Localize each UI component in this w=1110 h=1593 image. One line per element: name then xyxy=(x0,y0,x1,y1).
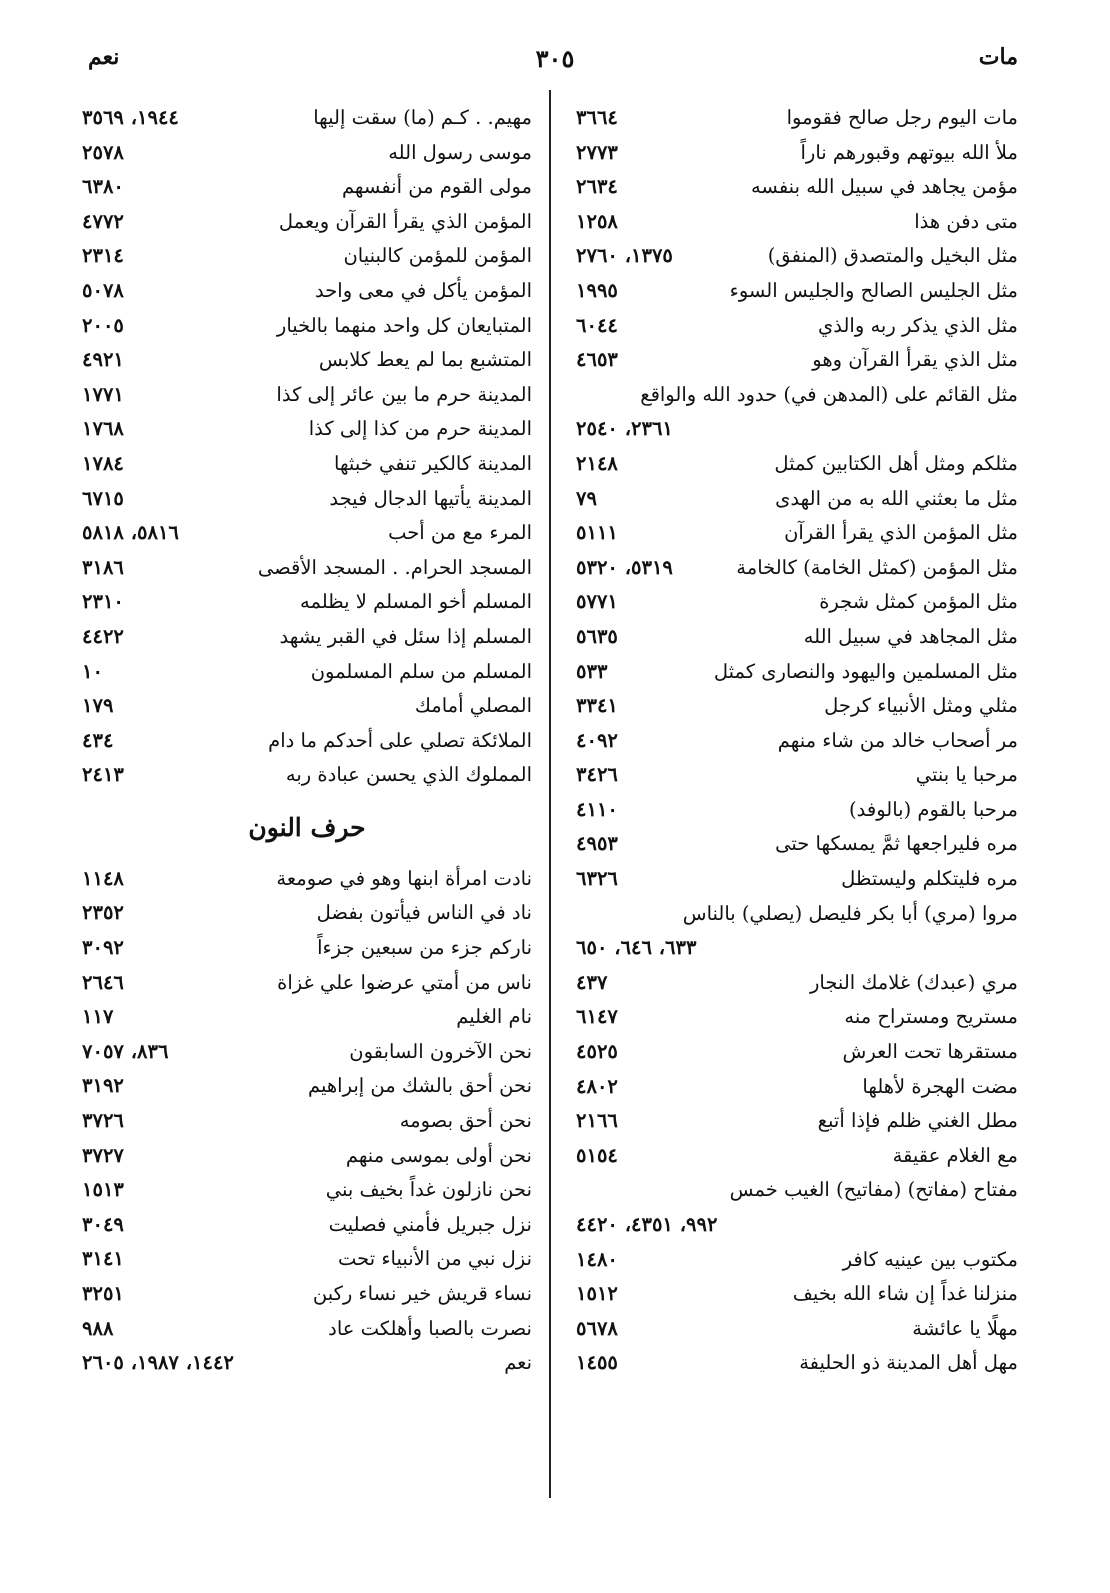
index-entry xyxy=(82,585,532,620)
entry-text: مر أصحاب خالد من شاء منهم xyxy=(777,728,1018,752)
entry-text: موسى رسول الله xyxy=(388,140,532,164)
entry-text: نام الغليم xyxy=(456,1005,532,1029)
entry-text: المتبايعان كل واحد منهما بالخيار xyxy=(276,313,532,337)
index-entry xyxy=(576,862,1018,897)
entry-reference-numbers: ٥١١١ xyxy=(576,521,618,545)
entry-text: مري (عبدك) غلامك النجار xyxy=(809,970,1018,994)
index-entry xyxy=(576,758,1018,793)
entry-text: المسلم من سلم المسلمون xyxy=(310,659,532,683)
entry-text: مطل الغني ظلم فإذا أتبع xyxy=(817,1109,1018,1133)
index-entry xyxy=(82,1000,532,1035)
entry-text: مرحبا بالقوم (بالوفد) xyxy=(849,797,1018,821)
entry-reference-numbers: ٨٣٦، ٧٠٥٧ xyxy=(82,1039,169,1063)
index-entry xyxy=(82,689,532,724)
entry-reference-numbers: ٥٦٣٥ xyxy=(576,624,618,648)
entry-text: نزل نبي من الأنبياء تحت xyxy=(337,1247,532,1271)
entry-text: مثل المسلمين واليهود والنصارى كمثل xyxy=(713,659,1018,683)
entry-text: المؤمن الذي يقرأ القرآن ويعمل xyxy=(278,209,532,233)
index-entry xyxy=(82,1035,532,1070)
entry-reference-numbers: ٢٣٦١، ٢٥٤٠ xyxy=(576,417,673,441)
index-entry xyxy=(82,1277,532,1312)
index-entry xyxy=(82,758,532,793)
index-entry xyxy=(576,239,1018,274)
entry-text: مؤمن يجاهد في سبيل الله بنفسه xyxy=(750,175,1018,199)
entry-reference-numbers: ٣١٨٦ xyxy=(82,555,124,579)
entry-text: مثل الجليس الصالح والجليس السوء xyxy=(729,278,1018,302)
index-entry xyxy=(576,274,1018,309)
entry-reference-numbers: ٦٠٤٤ xyxy=(576,313,618,337)
entry-text: المسجد الحرام. . المسجد الأقصى xyxy=(257,555,532,579)
entry-reference-numbers: ١٠ xyxy=(82,659,103,683)
index-entry xyxy=(82,655,532,690)
index-entry xyxy=(576,1035,1018,1070)
index-entry xyxy=(82,447,532,482)
index-entry xyxy=(576,447,1018,482)
entry-reference-numbers: ٣٠٩٢ xyxy=(82,936,124,960)
entry-reference-numbers: ٤٨٠٢ xyxy=(576,1074,618,1098)
entry-reference-numbers: ٣١٩٢ xyxy=(82,1074,124,1098)
entry-text: مثلكم ومثل أهل الكتابين كمثل xyxy=(774,451,1018,475)
entry-text: مستريح ومستراح منه xyxy=(844,1005,1018,1029)
entry-text: مرحبا يا بنتي xyxy=(915,763,1018,787)
entry-reference-numbers: ٥٣٣ xyxy=(576,659,608,683)
index-entry xyxy=(576,1173,1018,1208)
index-entry xyxy=(576,1312,1018,1347)
entry-text: نساء قريش خير نساء ركبن xyxy=(312,1282,532,1305)
entry-text: نحن أولى بموسى منهم xyxy=(345,1143,532,1167)
entry-text: متى دفن هذا xyxy=(914,209,1018,233)
index-entry xyxy=(576,1243,1018,1278)
entry-reference-numbers: ٦٧١٥ xyxy=(82,486,124,510)
entry-text: مثل الذي يذكر ربه والذي xyxy=(817,313,1018,337)
index-entry xyxy=(576,101,1018,136)
entry-reference-numbers: ١٥١٢ xyxy=(576,1282,618,1306)
index-entry xyxy=(576,1346,1018,1381)
index-entry xyxy=(576,170,1018,205)
entry-reference-numbers: ٤٦٥٣ xyxy=(576,348,618,372)
entry-text: مروا (مري) أبا بكر فليصل (يصلي) بالناس xyxy=(682,901,1018,925)
entry-text: المرء مع من أحب xyxy=(388,521,532,545)
index-entry xyxy=(82,1312,532,1347)
entry-reference-numbers: ٤٥٢٥ xyxy=(576,1040,618,1064)
entry-reference-numbers: ٢٣١٠ xyxy=(82,590,124,614)
index-entry xyxy=(576,966,1018,1001)
index-entry xyxy=(82,724,532,759)
entry-text: المتشبع بما لم يعط كلابس xyxy=(318,348,532,372)
entry-text: المصلي أمامك xyxy=(414,694,532,718)
entry-reference-numbers: ٦٣٨٠ xyxy=(82,175,124,199)
entry-text: مثل البخيل والمتصدق (المنفق) xyxy=(767,244,1018,268)
entry-reference-numbers: ٢٠٠٥ xyxy=(82,313,124,337)
entry-reference-numbers: ٥٨١٦، ٥٨١٨ xyxy=(82,521,179,545)
entry-reference-numbers: ٦٣٣، ٦٤٦، ٦٥٠ xyxy=(576,936,697,960)
entry-text: نادت امرأة ابنها وهو في صومعة xyxy=(276,866,532,890)
entry-text: مهيم. . كـم (ما) سقت إليها xyxy=(313,106,532,129)
entry-text: المملوك الذي يحسن عبادة ربه xyxy=(285,763,532,787)
entry-text: مثل المؤمن كمثل شجرة xyxy=(819,590,1018,614)
entry-reference-numbers: ٧٩ xyxy=(576,486,597,510)
entry-text: نعم xyxy=(504,1351,532,1375)
entry-reference-numbers: ٤٧٧٢ xyxy=(82,209,124,233)
entry-reference-numbers: ١١٧ xyxy=(82,1005,114,1029)
index-entry xyxy=(82,412,532,447)
entry-text: نحن أحق بصومه xyxy=(399,1109,532,1133)
index-entry xyxy=(576,1000,1018,1035)
entry-reference-numbers: ١٧٧١ xyxy=(82,382,124,406)
entry-reference-numbers: ١٥١٣ xyxy=(82,1178,124,1202)
entry-text: مثل المؤمن (كمثل الخامة) كالخامة xyxy=(736,555,1018,579)
entry-reference-numbers: ٢٤١٣ xyxy=(82,763,124,787)
index-entry xyxy=(576,412,1018,447)
index-entry xyxy=(82,862,532,897)
entry-text: ملأ الله بيوتهم وقبورهم ناراً xyxy=(800,140,1018,164)
entry-text: مثل ما بعثني الله به من الهدى xyxy=(775,486,1018,510)
entry-reference-numbers: ٣٠٤٩ xyxy=(82,1212,124,1236)
index-entry xyxy=(576,1277,1018,1312)
index-entry xyxy=(576,205,1018,240)
index-entry xyxy=(576,136,1018,171)
entry-reference-numbers: ٢١٤٨ xyxy=(576,451,618,475)
entry-reference-numbers: ٢٣١٤ xyxy=(82,244,124,268)
index-entry xyxy=(82,239,532,274)
index-column-right xyxy=(576,101,1018,1381)
entry-reference-numbers: ٩٨٨ xyxy=(82,1316,114,1340)
entry-text: ناركم جزء من سبعين جزءاً xyxy=(317,936,532,960)
entry-reference-numbers: ١٢٥٨ xyxy=(576,209,618,233)
entry-text: نحن نازلون غداً بخيف بني xyxy=(325,1178,532,1202)
index-entry xyxy=(576,655,1018,690)
entry-text: المسلم أخو المسلم لا يظلمه xyxy=(300,590,532,614)
entry-reference-numbers: ١٩٤٤، ٣٥٦٩ xyxy=(82,106,179,129)
entry-text: مره فليراجعها ثمَّ يمسكها حتى xyxy=(775,832,1018,856)
entry-text: نزل جبريل فأمني فصليت xyxy=(328,1212,532,1236)
page-number: ٣٠٥ xyxy=(535,44,575,73)
index-entry xyxy=(576,827,1018,862)
entry-reference-numbers: ١٤٨٠ xyxy=(576,1247,618,1271)
entry-reference-numbers: ١٧٨٤ xyxy=(82,451,124,475)
entry-text: ناس من أمتي عرضوا علي غزاة xyxy=(277,970,532,994)
index-entry xyxy=(576,482,1018,517)
entry-reference-numbers: ٤٠٩٢ xyxy=(576,728,618,752)
index-entry xyxy=(576,516,1018,551)
index-entry xyxy=(576,689,1018,724)
index-entry xyxy=(82,170,532,205)
entry-reference-numbers: ٦١٤٧ xyxy=(576,1005,618,1029)
entry-text: الملائكة تصلي على أحدكم ما دام xyxy=(268,728,532,752)
entry-text: المؤمن يأكل في معى واحد xyxy=(314,278,532,302)
section-heading: حرف النون xyxy=(248,812,366,842)
index-entry xyxy=(82,551,532,586)
entry-reference-numbers: ٥٣١٩، ٥٣٢٠ xyxy=(576,555,673,579)
entry-reference-numbers: ٢٣٥٢ xyxy=(82,901,124,925)
entry-reference-numbers: ١١٤٨ xyxy=(82,866,124,890)
index-entry xyxy=(576,378,1018,413)
entry-text: مهلًا يا عائشة xyxy=(912,1316,1018,1340)
index-entry xyxy=(576,343,1018,378)
left-column-entries-top xyxy=(82,101,532,793)
entry-reference-numbers: ٩٩٢، ٤٣٥١، ٤٤٢٠ xyxy=(576,1213,718,1236)
entry-reference-numbers: ٣٧٢٦ xyxy=(82,1109,124,1133)
entry-text: مولى القوم من أنفسهم xyxy=(341,175,532,199)
entry-text: مات اليوم رجل صالح فقوموا xyxy=(786,106,1018,129)
entry-text: مثلي ومثل الأنبياء كرجل xyxy=(824,694,1018,718)
index-entry xyxy=(82,1242,532,1277)
index-entry xyxy=(82,516,532,551)
index-entry xyxy=(576,1139,1018,1174)
entry-reference-numbers: ٢٥٧٨ xyxy=(82,140,124,164)
index-entry xyxy=(82,620,532,655)
entry-reference-numbers: ٤٩٥٣ xyxy=(576,832,618,856)
entry-reference-numbers: ٦٣٢٦ xyxy=(576,867,618,891)
entry-text: مفتاح (مفاتح) (مفاتيح) الغيب خمس xyxy=(729,1178,1018,1202)
entry-reference-numbers: ٤٣٧ xyxy=(576,970,608,994)
entry-reference-numbers: ١٧٩ xyxy=(82,694,114,718)
entry-reference-numbers: ٥١٥٤ xyxy=(576,1143,618,1167)
column-divider xyxy=(549,90,551,1498)
entry-reference-numbers: ١٤٥٥ xyxy=(576,1351,618,1375)
entry-text: المدينة كالكير تنفي خبثها xyxy=(334,451,532,475)
index-entry xyxy=(576,1070,1018,1105)
index-entry xyxy=(82,274,532,309)
entry-reference-numbers: ٣١٤١ xyxy=(82,1247,124,1271)
index-entry xyxy=(82,136,532,171)
entry-reference-numbers: ٣٧٢٧ xyxy=(82,1143,124,1167)
entry-text: المدينة حرم ما بين عائر إلى كذا xyxy=(276,382,532,406)
index-entry xyxy=(82,343,532,378)
running-head-right: مات xyxy=(978,44,1018,70)
entry-reference-numbers: ٤٩٢١ xyxy=(82,348,124,372)
entry-text: ناد في الناس فيأتون بفضل xyxy=(316,901,532,925)
entry-reference-numbers: ١٩٩٥ xyxy=(576,278,618,302)
index-entry xyxy=(576,724,1018,759)
entry-reference-numbers: ١٤٤٢، ١٩٨٧، ٢٦٠٥ xyxy=(82,1351,234,1375)
entry-reference-numbers: ٢٦٤٦ xyxy=(82,970,124,994)
index-entry xyxy=(82,896,532,931)
index-entry xyxy=(82,309,532,344)
index-entry xyxy=(576,1208,1018,1243)
index-column-left xyxy=(82,101,532,1381)
entry-text: مهل أهل المدينة ذو الحليفة xyxy=(799,1351,1018,1375)
entry-text: مثل القائم على (المدهن في) حدود الله والواقع xyxy=(640,382,1018,406)
entry-text: مثل المؤمن الذي يقرأ القرآن xyxy=(784,521,1018,545)
entry-reference-numbers: ٤١١٠ xyxy=(576,797,618,821)
entry-reference-numbers: ٢١٦٦ xyxy=(576,1109,618,1133)
entry-reference-numbers: ٢٦٣٤ xyxy=(576,175,618,199)
entry-text: مكتوب بين عينيه كافر xyxy=(842,1247,1018,1271)
entry-text: مع الغلام عقيقة xyxy=(892,1143,1018,1167)
entry-text: المسلم إذا سئل في القبر يشهد xyxy=(279,624,532,648)
entry-text: مثل الذي يقرأ القرآن وهو xyxy=(812,348,1018,372)
index-entry xyxy=(82,966,532,1001)
entry-text: المؤمن للمؤمن كالبنيان xyxy=(343,244,532,268)
index-entry xyxy=(82,1104,532,1139)
entry-reference-numbers: ٣٤٢٦ xyxy=(576,763,618,787)
left-column-entries-bottom xyxy=(82,862,532,1381)
index-entry xyxy=(576,309,1018,344)
entry-text: المدينة حرم من كذا إلى كذا xyxy=(308,417,532,441)
entry-reference-numbers: ٣٦٦٤ xyxy=(576,106,618,129)
entry-text: مضت الهجرة لأهلها xyxy=(862,1074,1018,1098)
entry-reference-numbers: ٥٧٧١ xyxy=(576,590,618,614)
entry-text: منزلنا غداً إن شاء الله بخيف xyxy=(792,1282,1018,1306)
index-entry xyxy=(576,793,1018,828)
index-entry xyxy=(82,1069,532,1104)
entry-text: نصرت بالصبا وأهلكت عاد xyxy=(328,1316,532,1340)
entry-reference-numbers: ٥٦٧٨ xyxy=(576,1316,618,1340)
running-head-left: نعم xyxy=(88,44,120,70)
entry-text: مره فليتكلم وليستظل xyxy=(841,867,1018,891)
index-entry xyxy=(82,1139,532,1174)
index-entry xyxy=(82,205,532,240)
index-entry xyxy=(576,931,1018,966)
entry-reference-numbers: ٣٢٥١ xyxy=(82,1282,124,1305)
entry-reference-numbers: ٢٧٧٣ xyxy=(576,140,618,164)
entry-text: مستقرها تحت العرش xyxy=(842,1040,1018,1064)
index-entry xyxy=(82,1208,532,1243)
entry-text: المدينة يأتيها الدجال فيجد xyxy=(329,486,532,510)
entry-text: نحن الآخرون السابقون xyxy=(349,1039,532,1063)
index-entry xyxy=(576,585,1018,620)
index-entry xyxy=(82,378,532,413)
index-entry xyxy=(576,897,1018,932)
entry-text: نحن أحق بالشك من إبراهيم xyxy=(308,1074,532,1098)
index-entry xyxy=(82,101,532,136)
entry-reference-numbers: ١٧٦٨ xyxy=(82,417,124,441)
entry-text: مثل المجاهد في سبيل الله xyxy=(803,624,1018,648)
index-entry xyxy=(82,1173,532,1208)
entry-reference-numbers: ١٣٧٥، ٢٧٦٠ xyxy=(576,244,673,268)
entry-reference-numbers: ٤٤٢٢ xyxy=(82,624,124,648)
index-entry xyxy=(82,482,532,517)
index-entry xyxy=(576,1104,1018,1139)
entry-reference-numbers: ٣٣٤١ xyxy=(576,694,618,718)
index-entry xyxy=(82,1346,532,1381)
index-entry xyxy=(576,620,1018,655)
index-entry xyxy=(576,551,1018,586)
entry-reference-numbers: ٥٠٧٨ xyxy=(82,278,124,302)
entry-reference-numbers: ٤٣٤ xyxy=(82,728,114,752)
index-entry xyxy=(82,931,532,966)
